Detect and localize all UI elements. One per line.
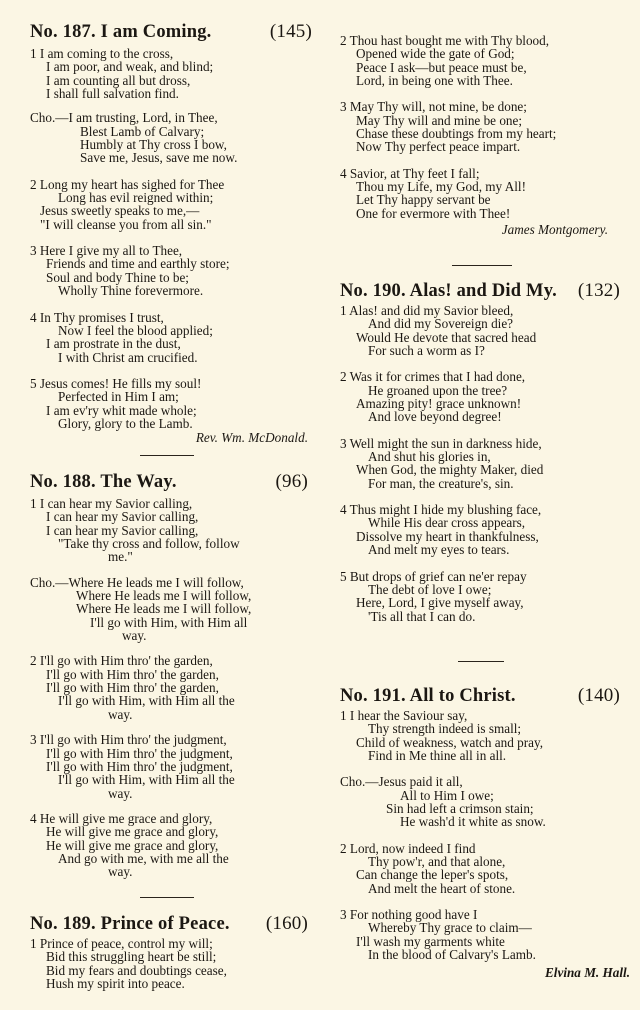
verse-line: I am prostrate in the dust, bbox=[46, 336, 181, 352]
verse-line: Find in Me thine all in all. bbox=[368, 748, 507, 764]
verse-line: 3 Here I give my all to Thee, bbox=[30, 243, 183, 259]
verse-line: For man, the creature's, sin. bbox=[368, 475, 514, 491]
verse-line: I can hear my Savior calling, bbox=[46, 509, 199, 525]
stanza-1 bbox=[30, 497, 312, 564]
verse-line: And melt the heart of stone. bbox=[368, 880, 516, 896]
stanza-5 bbox=[340, 570, 630, 623]
verse-line: 3 Well might the sun in darkness hide, bbox=[340, 435, 542, 451]
verse-line: I'll go with Him thro' the judgment, bbox=[46, 745, 233, 761]
hymn-188 bbox=[30, 469, 312, 879]
verse-line: Long has evil reigned within; bbox=[58, 190, 214, 206]
verse-line: And did my Sovereign die? bbox=[368, 316, 514, 332]
verse-line: 1 Prince of peace, control my will; bbox=[30, 936, 213, 951]
verse-line: 2 Was it for crimes that I had done, bbox=[340, 369, 526, 385]
verse-line: For such a worm as I? bbox=[368, 343, 485, 359]
chorus-line: Blest Lamb of Calvary; bbox=[80, 123, 205, 139]
verse-line: When God, the mighty Maker, died bbox=[356, 462, 544, 478]
chorus-line: way. bbox=[122, 628, 147, 644]
stanza-3 bbox=[30, 244, 312, 297]
stanza-3 bbox=[340, 437, 630, 490]
verse-line: I can hear my Savior calling, bbox=[46, 522, 199, 538]
verse-line: 4 He will give me grace and glory, bbox=[30, 810, 213, 826]
verse-line: 4 In Thy promises I trust, bbox=[30, 309, 164, 325]
section-divider bbox=[140, 897, 194, 898]
hymn-title bbox=[30, 911, 312, 937]
verse-line: He will give me grace and glory, bbox=[46, 824, 219, 840]
verse-line: And melt my eyes to tears. bbox=[368, 542, 510, 558]
verse-line: Glory, glory to the Lamb. bbox=[58, 415, 193, 431]
hymn-title bbox=[340, 683, 630, 709]
hymn-190 bbox=[340, 278, 630, 623]
stanza-1 bbox=[30, 937, 312, 990]
verse-line: 4 Thus might I hide my blushing face, bbox=[340, 502, 542, 518]
stanza-1 bbox=[340, 304, 630, 357]
hymn-number-title: No. 188. The Way. bbox=[30, 472, 177, 492]
verse-line: 4 Savior, at Thy feet I fall; bbox=[340, 165, 480, 181]
verse-line: me." bbox=[108, 549, 133, 565]
verse-line: I'll go with Him, with Him all the bbox=[58, 693, 235, 709]
stanza-3 bbox=[340, 100, 630, 153]
stanza-1 bbox=[340, 709, 630, 762]
verse-line: While His dear cross appears, bbox=[368, 515, 526, 531]
chorus-line: Sin had left a crimson stain; bbox=[386, 801, 534, 817]
verse-line: Friends and time and earthly store; bbox=[46, 256, 230, 272]
verse-line: Whereby Thy grace to claim— bbox=[368, 920, 532, 936]
tune-reference: (145) bbox=[269, 21, 312, 42]
verse-line: I shall full salvation find. bbox=[46, 86, 179, 102]
stanza-2 bbox=[340, 842, 630, 895]
verse-line: In the blood of Calvary's Lamb. bbox=[368, 947, 536, 963]
hymn-number-title: No. 189. Prince of Peace. bbox=[30, 914, 230, 934]
verse-line: Chase these doubtings from my heart; bbox=[356, 126, 557, 142]
chorus-line: Save me, Jesus, save me now. bbox=[80, 150, 238, 166]
hymn-189-continued bbox=[340, 34, 630, 237]
hymn-number-title: No. 191. All to Christ. bbox=[340, 686, 516, 706]
verse-line: 1 I am coming to the cross, bbox=[30, 46, 174, 61]
chorus-line: I'll go with Him, with Him all bbox=[90, 614, 248, 630]
tune-reference: (132) bbox=[577, 280, 620, 301]
section-divider bbox=[452, 265, 512, 266]
section-divider bbox=[140, 455, 194, 456]
chorus bbox=[30, 576, 312, 643]
hymn-number-title: No. 190. Alas! and Did My. bbox=[340, 281, 557, 301]
verse-line: Thou my Life, my God, my All! bbox=[356, 179, 526, 195]
verse-line: Would He devote that sacred head bbox=[356, 329, 537, 345]
stanza-4 bbox=[30, 812, 312, 879]
chorus-line: Cho.—Jesus paid it all, bbox=[340, 774, 463, 790]
hymn-title bbox=[30, 469, 312, 495]
verse-line: And love beyond degree! bbox=[368, 409, 502, 425]
verse-line: Opened wide the gate of God; bbox=[356, 46, 515, 62]
verse-line: Dissolve my heart in thankfulness, bbox=[356, 528, 539, 544]
verse-line: Jesus sweetly speaks to me,— bbox=[40, 203, 200, 219]
verse-line: Thy pow'r, and that alone, bbox=[368, 854, 506, 870]
verse-line: Peace I ask—but peace must be, bbox=[356, 59, 527, 75]
tune-reference: (96) bbox=[275, 471, 308, 492]
stanza-1 bbox=[30, 47, 312, 100]
verse-line: 3 May Thy will, not mine, be done; bbox=[340, 99, 527, 115]
verse-line: Hush my spirit into peace. bbox=[46, 976, 185, 992]
verse-line: I with Christ am crucified. bbox=[58, 349, 198, 365]
stanza-4 bbox=[340, 167, 630, 220]
verse-line: Thy strength indeed is small; bbox=[368, 721, 522, 737]
verse-line: He groaned upon the tree? bbox=[368, 382, 508, 398]
hymn-191 bbox=[340, 683, 630, 980]
hymn-title bbox=[340, 278, 630, 304]
verse-line: And shut his glories in, bbox=[368, 449, 491, 465]
verse-line: He will give me grace and glory, bbox=[46, 837, 219, 853]
stanza-2 bbox=[340, 34, 630, 87]
verse-line: The debt of love I owe; bbox=[368, 581, 492, 597]
verse-line: Can change the leper's spots, bbox=[356, 867, 509, 883]
verse-line: 1 Alas! and did my Savior bleed, bbox=[340, 303, 514, 318]
verse-line: 2 Long my heart has sighed for Thee bbox=[30, 176, 225, 192]
verse-line: Child of weakness, watch and pray, bbox=[356, 734, 544, 750]
chorus-line: Cho.—Where He leads me I will follow, bbox=[30, 574, 244, 590]
chorus bbox=[340, 775, 630, 828]
verse-line: 2 Lord, now indeed I find bbox=[340, 840, 476, 856]
verse-line: 2 I'll go with Him thro' the garden, bbox=[30, 653, 213, 669]
stanza-2 bbox=[340, 370, 630, 423]
verse-line: 1 I hear the Saviour say, bbox=[340, 708, 468, 723]
hymn-author: James Montgomery. bbox=[501, 222, 608, 238]
verse-line: 2 Thou hast bought me with Thy blood, bbox=[340, 33, 550, 48]
verse-line: And go with me, with me all the bbox=[58, 850, 229, 866]
verse-line: Wholly Thine forevermore. bbox=[58, 283, 204, 299]
verse-line: way. bbox=[108, 864, 133, 880]
column-gutter bbox=[326, 0, 327, 1010]
section-divider bbox=[458, 661, 504, 662]
verse-line: Lord, in being one with Thee. bbox=[356, 73, 513, 89]
verse-line: Perfected in Him I am; bbox=[58, 389, 179, 405]
stanza-2 bbox=[30, 178, 312, 231]
hymn-187 bbox=[30, 19, 312, 445]
stanza-5 bbox=[30, 377, 312, 430]
hymn-189 bbox=[30, 911, 312, 990]
verse-line: way. bbox=[108, 785, 133, 801]
tune-reference: (160) bbox=[265, 913, 308, 934]
stanza-2 bbox=[30, 654, 312, 721]
verse-line: I'll go with Him thro' the judgment, bbox=[46, 758, 233, 774]
verse-line: Bid my fears and doubtings cease, bbox=[46, 962, 227, 978]
verse-line: I'll wash my garments white bbox=[356, 933, 505, 949]
chorus bbox=[30, 111, 312, 164]
verse-line: 3 For nothing good have I bbox=[340, 907, 478, 923]
stanza-3 bbox=[340, 908, 630, 961]
verse-line: I'll go with Him thro' the garden, bbox=[46, 680, 219, 696]
hymn-number-title: No. 187. I am Coming. bbox=[30, 22, 212, 42]
chorus-line: He wash'd it white as snow. bbox=[400, 814, 546, 830]
hymn-author: Rev. Wm. McDonald. bbox=[195, 430, 308, 446]
verse-line: I'll go with Him, with Him all the bbox=[58, 772, 235, 788]
verse-line: I'll go with Him thro' the garden, bbox=[46, 666, 219, 682]
verse-line: I am poor, and weak, and blind; bbox=[46, 59, 214, 75]
verse-line: 5 But drops of grief can ne'er repay bbox=[340, 568, 527, 584]
verse-line: Now Thy perfect peace impart. bbox=[356, 139, 521, 155]
verse-line: 'Tis all that I can do. bbox=[368, 608, 476, 624]
verse-line: May Thy will and mine be one; bbox=[356, 112, 523, 128]
verse-line: 5 Jesus comes! He fills my soul! bbox=[30, 375, 202, 391]
stanza-4 bbox=[30, 311, 312, 364]
verse-line: Let Thy happy servant be bbox=[356, 192, 491, 208]
verse-line: 3 I'll go with Him thro' the judgment, bbox=[30, 732, 227, 748]
chorus-line: Where He leads me I will follow, bbox=[76, 588, 252, 604]
verse-line: Soul and body Thine to be; bbox=[46, 269, 189, 285]
verse-line: One for evermore with Thee! bbox=[356, 205, 511, 221]
chorus-line: All to Him I owe; bbox=[400, 787, 494, 803]
verse-line: Here, Lord, I give myself away, bbox=[356, 595, 524, 611]
chorus-line: Cho.—I am trusting, Lord, in Thee, bbox=[30, 110, 218, 126]
verse-line: I am counting all but dross, bbox=[46, 72, 191, 88]
tune-reference: (140) bbox=[577, 685, 620, 706]
stanza-4 bbox=[340, 503, 630, 556]
verse-line: 1 I can hear my Savior calling, bbox=[30, 496, 193, 511]
verse-line: "Take thy cross and follow, follow bbox=[58, 536, 240, 552]
verse-line: "I will cleanse you from all sin." bbox=[40, 216, 212, 232]
chorus-line: Where He leads me I will follow, bbox=[76, 601, 252, 617]
verse-line: I am ev'ry whit made whole; bbox=[46, 402, 197, 418]
verse-line: Amazing pity! grace unknown! bbox=[356, 396, 522, 412]
hymn-title bbox=[30, 19, 312, 45]
chorus-line: Humbly at Thy cross I bow, bbox=[80, 137, 227, 153]
stanza-3 bbox=[30, 733, 312, 800]
hymn-author: Elvina M. Hall. bbox=[545, 964, 630, 980]
verse-line: Now I feel the blood applied; bbox=[58, 322, 213, 338]
verse-line: Bid this struggling heart be still; bbox=[46, 949, 217, 965]
verse-line: way. bbox=[108, 706, 133, 722]
